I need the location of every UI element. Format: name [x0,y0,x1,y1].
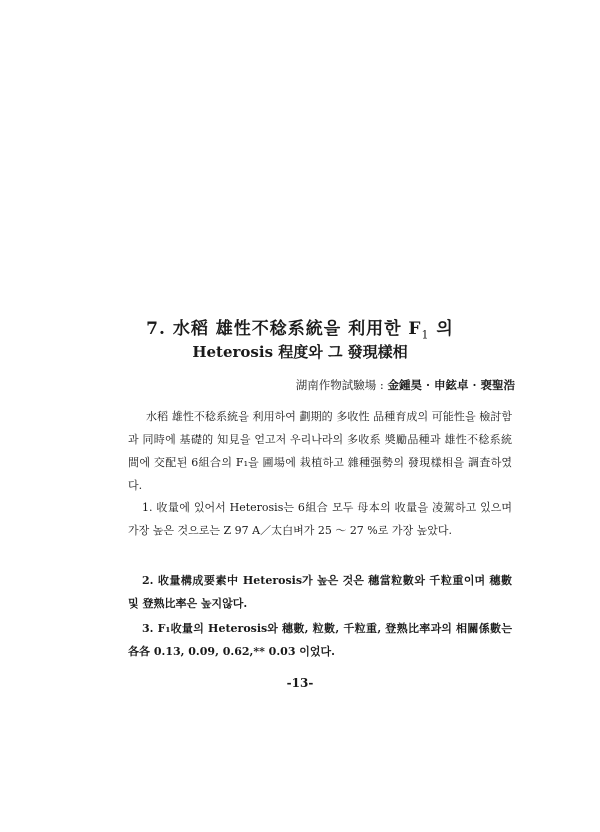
paper-title [0,314,600,341]
result-2-block [128,569,512,615]
result-1-block [128,496,512,542]
page-number: -13- [286,676,314,690]
result-3-block [128,617,512,663]
authors: 金鍾昊 · 申鉉卓 · 裵聖浩 [387,378,515,392]
result-1: 1. 收量에 있어서 Heterosis는 6組合 모두 母本의 收量을 凌駕하고 있으며 가장 높은 것으로는 Z 97 A／太白벼가 25 ～ 27 %로 가장 높았다. [128,501,512,537]
title-line1-end: 의 [429,319,454,339]
affiliation [296,377,515,393]
title-line1: 水稻 雄性不稔系統을 利用한 F [172,319,422,339]
title-subscript: 1 [421,328,430,342]
intro-paragraph-block [128,405,512,497]
institution: 湖南作物試驗場 : [295,378,384,392]
result-2: 2. 收量構成要素中 Heterosis가 높은 것은 穗當粒數와 千粒重이며 穗數 및 登熟比率은 높지않다. [128,574,512,610]
result-3: 3. F₁收量의 Heterosis와 穗數, 粒數, 千粒重, 登熟比率과의 相關係數는 各各 0.13, 0.09, 0.62,** 0.03 이었다. [128,622,512,658]
intro-paragraph: 水稻 雄性不稔系統을 利用하여 劃期的 多收性 品種育成의 可能性을 檢討함과 同時에 基礎的 知見을 얻고저 우리나라의 多收系 奬勵品種과 雄性不稔系統間에 交配된 6組合의 F₁을 圃場에 栽植하고 雜種强勢의 發現樣相을 調査하였다. [128,410,512,492]
paper-subtitle: Heterosis 程度와 그 發現樣相 [192,343,408,361]
title-number: 7. [146,319,166,339]
